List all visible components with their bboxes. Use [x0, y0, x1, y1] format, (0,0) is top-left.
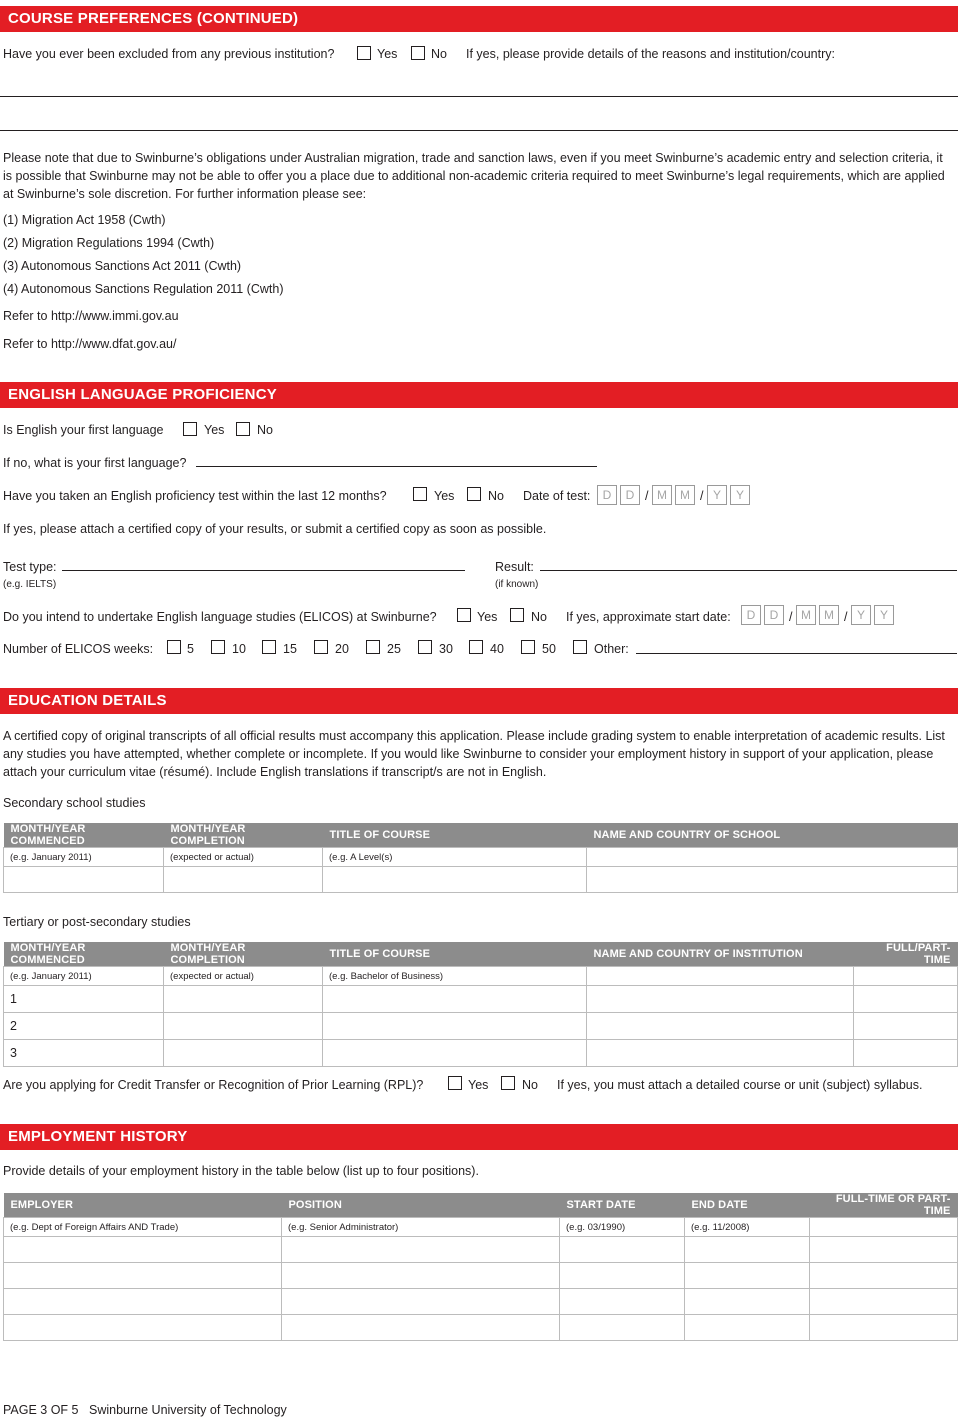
first-language-field[interactable]: [196, 466, 597, 467]
elicos-date-day-2[interactable]: D: [764, 605, 784, 625]
weeks-25-checkbox[interactable]: [366, 640, 380, 654]
table-cell[interactable]: [164, 1013, 323, 1040]
table-cell[interactable]: [323, 1013, 587, 1040]
weeks-option-label: 10: [232, 642, 246, 656]
secondary-title: Secondary school studies: [3, 796, 146, 810]
table-cell[interactable]: [810, 1263, 958, 1289]
secondary-table: [3, 823, 958, 893]
result-hint: (if known): [495, 579, 539, 590]
table-hint-row: [4, 1218, 958, 1237]
excluded-yes-checkbox[interactable]: [357, 46, 371, 60]
table-header-row: [4, 823, 958, 848]
excluded-question: Have you ever been excluded from any previous institution?: [3, 47, 335, 61]
table-row: [4, 1013, 958, 1040]
table-cell[interactable]: [4, 1263, 282, 1289]
column-header: FULL-TIME OR PART-TIME: [810, 1193, 958, 1218]
english-header: ENGLISH LANGUAGE PROFICIENCY: [0, 382, 958, 408]
employment-table: [3, 1193, 958, 1341]
refer-line-1: [3, 308, 179, 324]
table-row: [4, 1263, 958, 1289]
table-cell[interactable]: [323, 867, 587, 893]
table-cell[interactable]: [164, 1040, 323, 1067]
test-type-field[interactable]: [62, 570, 465, 571]
test-type-label: Test type:: [3, 560, 57, 574]
excluded-details-line-1[interactable]: [0, 96, 958, 97]
test-no-label: No: [488, 489, 504, 503]
weeks-other-label: Other:: [594, 642, 629, 656]
table-cell[interactable]: [587, 1040, 854, 1067]
test-date-day-2[interactable]: D: [620, 485, 640, 505]
first-language-label: If no, what is your first language?: [3, 456, 187, 470]
table-cell[interactable]: [587, 986, 854, 1013]
excluded-yes-label: Yes: [377, 47, 398, 61]
employment-header: EMPLOYMENT HISTORY: [0, 1124, 958, 1150]
column-header: EMPLOYER: [4, 1193, 282, 1218]
first-lang-yes-label: Yes: [204, 423, 225, 437]
elicos-weeks-label: Number of ELICOS weeks:: [3, 642, 154, 656]
hint-cell[interactable]: [587, 848, 958, 867]
hint-cell[interactable]: (e.g. January 2011): [4, 967, 164, 986]
column-header: FULL/PART-TIME: [854, 942, 958, 967]
hint-cell[interactable]: (e.g. 03/1990): [560, 1218, 685, 1237]
weeks-option-label: 25: [387, 642, 401, 656]
hint-cell[interactable]: (e.g. A Level(s): [323, 848, 587, 867]
approx-start-label: If yes, approximate start date:: [566, 610, 731, 624]
act-item: (1) Migration Act 1958 (Cwth): [3, 213, 166, 227]
footer-page-number: PAGE 3 OF 5: [3, 1403, 79, 1417]
elicos-no-checkbox[interactable]: [510, 608, 524, 622]
date-of-test-label: Date of test:: [523, 489, 591, 503]
table-cell[interactable]: [810, 1237, 958, 1263]
employment-intro: Provide details of your employment history in the table below (list up to four positions).: [3, 1164, 479, 1178]
hint-cell[interactable]: (e.g. Dept of Foreign Affairs AND Trade): [4, 1218, 282, 1237]
table-cell[interactable]: [854, 1013, 958, 1040]
result-label: Result:: [495, 560, 534, 574]
date-separator: /: [789, 610, 793, 624]
first-language-question: Is English your first language: [3, 423, 164, 437]
course-preferences-header: COURSE PREFERENCES (CONTINUED): [0, 6, 958, 32]
table-cell[interactable]: [685, 1289, 810, 1315]
row-number[interactable]: 2: [4, 1013, 164, 1040]
date-separator: /: [645, 489, 649, 503]
column-header: TITLE OF COURSE: [323, 823, 587, 848]
table-cell[interactable]: [560, 1237, 685, 1263]
elicos-date-month-2[interactable]: M: [819, 605, 839, 625]
test-type-hint: (e.g. IELTS): [3, 579, 57, 590]
elicos-yes-label: Yes: [477, 610, 498, 624]
credit-yes-label: Yes: [468, 1078, 489, 1092]
result-field[interactable]: [540, 570, 957, 571]
column-header: TITLE OF COURSE: [323, 942, 587, 967]
column-header: MONTH/YEAR COMPLETION: [164, 942, 323, 967]
column-header: END DATE: [685, 1193, 810, 1218]
table-cell[interactable]: [282, 1237, 560, 1263]
education-intro: A certified copy of original transcripts of all official results must accompany this application. Please include grading system to enable interpretation of academic results. List any studies you have attempted, whether complete or incomplete. If you would like Swinburne to consider your employment history in support of your application, please attach your curriculum vitae (résumé). Include English translations if transcript/s are not in English.: [3, 729, 945, 779]
credit-syllabus-note: If yes, you must attach a detailed course or unit (subject) syllabus.: [557, 1078, 923, 1092]
column-header: NAME AND COUNTRY OF INSTITUTION: [587, 942, 854, 967]
weeks-30-checkbox[interactable]: [418, 640, 432, 654]
test-date-year-1[interactable]: Y: [707, 485, 727, 505]
test-date-month-2[interactable]: M: [675, 485, 695, 505]
table-cell[interactable]: [560, 1263, 685, 1289]
table-cell[interactable]: [560, 1289, 685, 1315]
weeks-15-checkbox[interactable]: [262, 640, 276, 654]
table-hint-row: [4, 848, 958, 867]
hint-cell[interactable]: (expected or actual): [164, 967, 323, 986]
elicos-question: Do you intend to undertake English language studies (ELICOS) at Swinburne?: [3, 610, 437, 624]
weeks-other-field[interactable]: [636, 653, 957, 654]
weeks-option-label: 15: [283, 642, 297, 656]
credit-transfer-question: Are you applying for Credit Transfer or Recognition of Prior Learning (RPL)?: [3, 1078, 424, 1092]
column-header: MONTH/YEAR COMMENCED: [4, 823, 164, 848]
weeks-option-label: 50: [542, 642, 556, 656]
table-cell[interactable]: [685, 1237, 810, 1263]
elicos-date-month-1[interactable]: M: [796, 605, 816, 625]
table-cell[interactable]: [4, 1289, 282, 1315]
weeks-5-checkbox[interactable]: [167, 640, 181, 654]
weeks-option-label: 30: [439, 642, 453, 656]
footer-university: Swinburne University of Technology: [89, 1403, 287, 1417]
table-cell[interactable]: [854, 986, 958, 1013]
excluded-details-line-2[interactable]: [0, 130, 958, 131]
table-cell[interactable]: [854, 1040, 958, 1067]
dfat-link[interactable]: http://www.dfat.gov.au/: [50, 337, 177, 351]
tertiary-table: [3, 942, 958, 1067]
credit-no-checkbox[interactable]: [501, 1076, 515, 1090]
column-header: START DATE: [560, 1193, 685, 1218]
hint-cell[interactable]: (e.g. 11/2008): [685, 1218, 810, 1237]
hint-cell[interactable]: [587, 967, 854, 986]
table-row: [4, 867, 958, 893]
immi-link[interactable]: http://www.immi.gov.au: [50, 309, 179, 323]
table-hint-row: [4, 967, 958, 986]
table-row: [4, 1040, 958, 1067]
table-row: [4, 1237, 958, 1263]
elicos-date-year-1[interactable]: Y: [851, 605, 871, 625]
test-question: Have you taken an English proficiency test within the last 12 months?: [3, 489, 387, 503]
test-yes-label: Yes: [434, 489, 455, 503]
table-cell[interactable]: [4, 867, 164, 893]
table-cell[interactable]: [164, 986, 323, 1013]
test-date-year-2[interactable]: Y: [730, 485, 750, 505]
refer-prefix: Refer to: [3, 337, 48, 351]
table-cell[interactable]: [282, 1315, 560, 1341]
weeks-10-checkbox[interactable]: [211, 640, 225, 654]
excluded-details-label: If yes, please provide details of the reasons and institution/country:: [466, 47, 835, 61]
refer-prefix: Refer to: [3, 309, 48, 323]
weeks-20-checkbox[interactable]: [314, 640, 328, 654]
hint-cell[interactable]: [854, 967, 958, 986]
tertiary-title: Tertiary or post-secondary studies: [3, 915, 191, 929]
test-no-checkbox[interactable]: [467, 487, 481, 501]
row-number[interactable]: 1: [4, 986, 164, 1013]
weeks-40-checkbox[interactable]: [469, 640, 483, 654]
row-number[interactable]: 3: [4, 1040, 164, 1067]
table-cell[interactable]: [4, 1237, 282, 1263]
excluded-no-label: No: [431, 47, 447, 61]
test-date-month-1[interactable]: M: [652, 485, 672, 505]
act-item: (4) Autonomous Sanctions Regulation 2011 (Cwth): [3, 282, 284, 296]
weeks-other-checkbox[interactable]: [573, 640, 587, 654]
table-cell[interactable]: [810, 1315, 958, 1341]
column-header: MONTH/YEAR COMMENCED: [4, 942, 164, 967]
migration-note: Please note that due to Swinburne’s obligations under Australian migration, trade and sanction laws, even if you meet Swinburne’s academic entry and selection criteria, it is possible that Swinburne may not be able to offer you a place due to additional non-academic criteria required to meet Swinburne’s legal requirements, which are applied at Swinburne’s sole discretion. For further information please see:: [3, 151, 945, 201]
table-cell[interactable]: [587, 867, 958, 893]
table-cell[interactable]: [4, 1315, 282, 1341]
weeks-option-label: 5: [187, 642, 194, 656]
table-cell[interactable]: [282, 1263, 560, 1289]
date-separator: /: [844, 610, 848, 624]
attach-results-note: If yes, please attach a certified copy of your results, or submit a certified copy as soon as possible.: [3, 522, 547, 536]
act-item: (3) Autonomous Sanctions Act 2011 (Cwth): [3, 259, 242, 273]
first-lang-yes-checkbox[interactable]: [183, 422, 197, 436]
refer-line-2: [3, 336, 176, 352]
column-header: POSITION: [282, 1193, 560, 1218]
table-row: [4, 986, 958, 1013]
table-cell[interactable]: [685, 1263, 810, 1289]
table-cell[interactable]: [323, 1040, 587, 1067]
elicos-yes-checkbox[interactable]: [457, 608, 471, 622]
column-header: NAME AND COUNTRY OF SCHOOL: [587, 823, 958, 848]
table-cell[interactable]: [685, 1315, 810, 1341]
hint-cell[interactable]: (expected or actual): [164, 848, 323, 867]
date-separator: /: [700, 489, 704, 503]
hint-cell[interactable]: (e.g. January 2011): [4, 848, 164, 867]
table-header-row: [4, 942, 958, 967]
hint-cell[interactable]: [810, 1218, 958, 1237]
hint-cell[interactable]: (e.g. Bachelor of Business): [323, 967, 587, 986]
table-cell[interactable]: [810, 1289, 958, 1315]
first-lang-no-checkbox[interactable]: [236, 422, 250, 436]
weeks-50-checkbox[interactable]: [521, 640, 535, 654]
weeks-option-label: 40: [490, 642, 504, 656]
test-yes-checkbox[interactable]: [413, 487, 427, 501]
table-cell[interactable]: [323, 986, 587, 1013]
credit-no-label: No: [522, 1078, 538, 1092]
column-header: MONTH/YEAR COMPLETION: [164, 823, 323, 848]
excluded-no-checkbox[interactable]: [411, 46, 425, 60]
table-header-row: [4, 1193, 958, 1218]
table-cell[interactable]: [282, 1289, 560, 1315]
act-item: (2) Migration Regulations 1994 (Cwth): [3, 236, 215, 250]
elicos-date-year-2[interactable]: Y: [874, 605, 894, 625]
hint-cell[interactable]: (e.g. Senior Administrator): [282, 1218, 560, 1237]
table-cell[interactable]: [164, 867, 323, 893]
first-lang-no-label: No: [257, 423, 273, 437]
weeks-option-label: 20: [335, 642, 349, 656]
table-row: [4, 1289, 958, 1315]
credit-yes-checkbox[interactable]: [448, 1076, 462, 1090]
table-cell[interactable]: [587, 1013, 854, 1040]
table-row: [4, 1315, 958, 1341]
education-header: EDUCATION DETAILS: [0, 688, 958, 714]
elicos-no-label: No: [531, 610, 547, 624]
elicos-date-day-1[interactable]: D: [741, 605, 761, 625]
table-cell[interactable]: [560, 1315, 685, 1341]
test-date-day-1[interactable]: D: [597, 485, 617, 505]
